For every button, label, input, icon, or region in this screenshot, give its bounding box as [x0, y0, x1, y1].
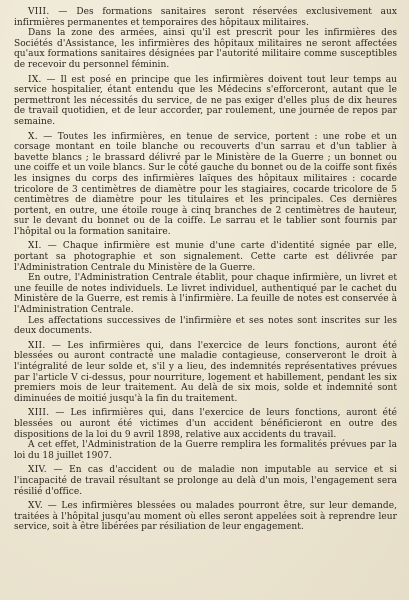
article-xv [14, 501, 397, 533]
article-xi-paragraph-2: En outre, l'Administration Centrale établit, pour chaque infirmière, un livret et une feuille de notes individuels. Le livret individuel, authentiqué par le cachet du Ministère de la Guerre, est remis à l'infirmière. La feuille de notes est conservée à l'Administration Centrale. [14, 273, 397, 316]
article-xiii-paragraph-2: A cet effet, l'Administration de la Guerre remplira les formalités prévues par la loi du 18 juillet 1907. [14, 440, 397, 461]
article-xi-paragraph-3: Les affectations successives de l'infirmière et ses notes sont inscrites sur les deux documents. [14, 315, 397, 337]
article-xii [14, 341, 397, 405]
article-xv-number: XV. — [28, 501, 58, 512]
article-xiii-paragraph-1 [14, 408, 397, 440]
article-viii-number: VIII. — [28, 7, 68, 17]
article-xiii [14, 408, 397, 461]
article-xiv-number: XIV. — [28, 465, 63, 476]
article-viii [14, 7, 397, 71]
article-x-text-1: Toutes les infirmières, en tenue de service, portent : une robe et un corsage montant en toile blanche ou recouverts d'un sarrau et d'un tablier à bavette blancs ; le brassard délivré par le Ministère de la Guerre ; un bonnet ou une coiffe et un voile blancs. Sur le côté gauche du bonnet ou de la coiffe sont fixés les insignes du corps des infirmières laïques des hôpitaux militaires : cocarde tricolore de 3 centimètres de diamètre pour les stagiaires, cocarde tricolore de 5 centimètres de diamètre pour les titulaires et les principales. Ces dernières portent, en outre, une étoile rouge à cinq branches de 2 centimètres de hauteur, sur le devant du bonnet ou de la coiffe. Le sarrau et le tablier sont fournis par l'hôpital ou la formation sanitaire. [14, 131, 398, 237]
article-xi-number: XI. — [28, 241, 58, 252]
article-xii-paragraph-1 [14, 341, 397, 405]
article-viii-paragraph-1 [14, 7, 397, 28]
article-xv-paragraph-1 [14, 501, 397, 533]
article-x [14, 132, 397, 238]
article-x-number: X. — [28, 131, 53, 142]
article-viii-paragraph-2: Dans la zone des armées, ainsi qu'il est prescrit pour les infirmières des Sociétés d'Assistance, les infirmières des hôpitaux militaires ne seront affectées qu'aux formations sanitaires désignées par l'autorité militaire comme susceptibles de recevoir du personnel féminin. [14, 28, 397, 70]
article-xiv-paragraph-1 [14, 465, 397, 497]
article-x-paragraph-1 [14, 132, 397, 238]
article-ix-paragraph-1 [14, 75, 397, 128]
article-xiii-text-1: Les infirmières qui, dans l'exercice de leurs fonctions, auront été blessées ou auront été victimes d'un accident bénéficieront en outre des dispositions de la loi du 9 avril 1898, relative aux accidents du travail. [14, 408, 398, 440]
article-ix [14, 75, 397, 128]
article-xii-text-1: Les infirmières qui, dans l'exercice de leurs fonctions, auront été blessées ou auront contracté une maladie contagieuse, conserveront le droit à l'intégralité de leur solde et, s'il y a lieu, des indemnités représentatives prévues par l'article V ci-dessus, pour nourriture, logement et habillement, pendant les six premiers mois de leur traitement. Au delà de six mois, solde et indemnité sont diminuées de moitié jusqu'à la fin du traitement. [14, 340, 398, 404]
article-xi-text-1: Chaque infirmière est munie d'une carte d'identité signée par elle, portant sa photographie et son signalement. Cette carte est délivrée par l'Administration Centrale du Ministère de la Guerre. [14, 241, 398, 273]
article-xi-paragraph-1 [14, 241, 397, 273]
article-xii-number: XII. — [28, 340, 62, 351]
article-ix-number: IX. — [28, 74, 56, 85]
article-ix-text-1: Il est posé en principe que les infirmières doivent tout leur temps au service hospitalier, étant entendu que les Médecins s'efforceront, autant que le permettront les nécessités du service, de ne pas exiger d'elles plus de dix heures de travail quotidien, et de leur accorder, par roulement, une journée de repos par semaine. [14, 74, 397, 127]
article-xiii-number: XIII. — [28, 408, 65, 419]
article-xv-text-1: Les infirmières blessées ou malades pourront être, sur leur demande, traitées à l'hôpital jusqu'au moment où elles seront appelées soit à reprendre leur service, soit à être libérées par résiliation de leur engagement. [14, 501, 398, 533]
article-xiv-text-1: En cas d'accident ou de maladie non imputable au service et si l'incapacité de travail résultant se prolonge au delà d'un mois, l'engagement sera résilié d'office. [14, 465, 397, 497]
article-xi [14, 241, 397, 336]
article-viii-text-1: Des formations sanitaires seront réservées exclusivement aux infirmières permanentes et temporaires des hôpitaux militaires. [14, 7, 397, 28]
article-xiv [14, 465, 397, 497]
